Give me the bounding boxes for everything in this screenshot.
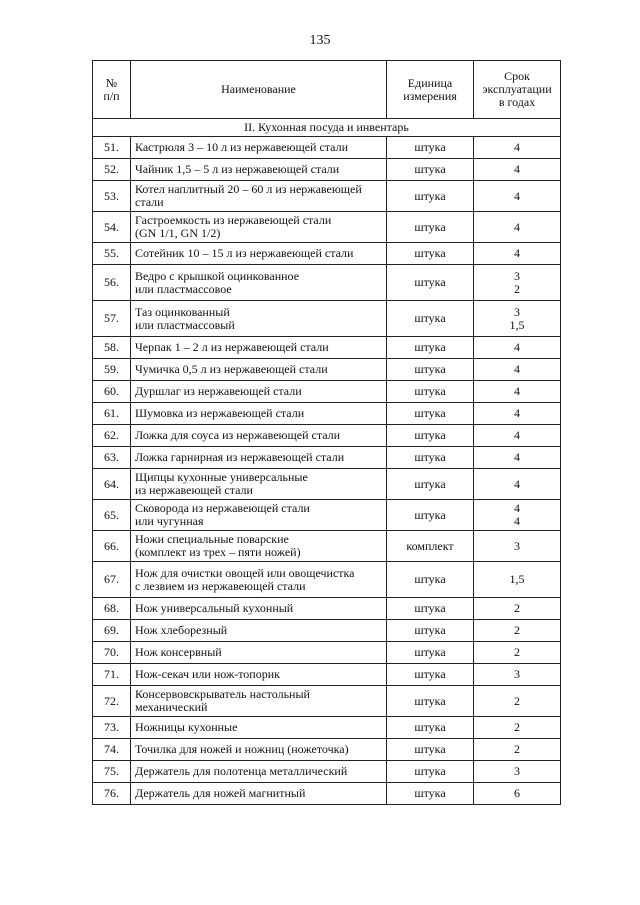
row-name-line: из нержавеющей стали (135, 483, 253, 497)
table-row (93, 425, 561, 447)
row-unit: штука (387, 181, 474, 212)
row-term-line: 1,5 (509, 317, 525, 332)
row-term-line: 3 (514, 764, 520, 778)
row-term-line: 4 (514, 340, 520, 354)
row-term-line: 4 (514, 384, 520, 398)
row-number: 53. (93, 181, 131, 212)
row-name-line: Ножи специальные поварские (135, 532, 289, 546)
row-name (131, 381, 387, 403)
row-term-line: 2 (514, 601, 520, 615)
row-term-line: 3 (514, 538, 520, 553)
row-term (474, 739, 561, 761)
row-term (474, 620, 561, 642)
table-row (93, 783, 561, 805)
row-term (474, 301, 561, 337)
table-row (93, 469, 561, 500)
table-row (93, 381, 561, 403)
row-term (474, 447, 561, 469)
row-term-line: 3 (514, 268, 520, 283)
row-name-line: Нож консервный (135, 645, 222, 659)
row-number: 64. (93, 469, 131, 500)
row-name (131, 686, 387, 717)
row-term-line: 3 (514, 667, 520, 681)
header-num-line: № (105, 75, 118, 90)
header-term (474, 61, 561, 119)
table-row (93, 598, 561, 620)
row-number: 62. (93, 425, 131, 447)
row-name-line: Сотейник 10 – 15 л из нержавеющей стали (135, 246, 354, 260)
row-number: 67. (93, 562, 131, 598)
row-term (474, 359, 561, 381)
row-name-line: или пластмассовое (135, 281, 232, 296)
row-name (131, 137, 387, 159)
row-name-line: Нож для очистки овощей или овощечистка (135, 565, 355, 580)
row-unit: штука (387, 739, 474, 761)
row-unit: штука (387, 642, 474, 664)
table-row (93, 301, 561, 337)
row-name-line: Точилка для ножей и ножниц (ножеточка) (135, 742, 349, 756)
row-name (131, 301, 387, 337)
row-unit: штука (387, 783, 474, 805)
row-term-line: 6 (514, 786, 520, 800)
row-term-line: 4 (514, 406, 520, 420)
row-name (131, 761, 387, 783)
row-name (131, 500, 387, 531)
row-term (474, 761, 561, 783)
row-unit: штука (387, 212, 474, 243)
equipment-table (92, 60, 561, 805)
row-number: 66. (93, 531, 131, 562)
row-unit: штука (387, 403, 474, 425)
row-unit: штука (387, 425, 474, 447)
row-term-line: 4 (514, 188, 520, 203)
table-row (93, 664, 561, 686)
row-number: 73. (93, 717, 131, 739)
row-term (474, 243, 561, 265)
row-term-line: 4 (514, 162, 520, 176)
header-term-line: Срок (504, 69, 530, 83)
table-row (93, 761, 561, 783)
table-row (93, 337, 561, 359)
table-row (93, 159, 561, 181)
row-unit: штука (387, 620, 474, 642)
header-unit-line: измерения (403, 88, 457, 103)
row-number: 75. (93, 761, 131, 783)
row-number: 60. (93, 381, 131, 403)
table-row (93, 403, 561, 425)
row-term (474, 265, 561, 301)
row-unit: штука (387, 265, 474, 301)
row-name-line: Щипцы кухонные универсальные (135, 470, 308, 484)
row-number: 61. (93, 403, 131, 425)
row-term-line: 2 (514, 281, 520, 296)
row-name-line: Ведро с крышкой оцинкованное (135, 268, 300, 283)
row-term (474, 159, 561, 181)
row-term (474, 642, 561, 664)
row-number: 55. (93, 243, 131, 265)
row-name-line: Держатель для ножей магнитный (135, 786, 306, 800)
table-row (93, 531, 561, 562)
row-term-line: 4 (514, 450, 520, 464)
row-unit: штука (387, 337, 474, 359)
row-unit: комплект (387, 531, 474, 562)
row-term-line: 3 (514, 304, 520, 319)
row-name-line: Ложка для соуса из нержавеющей стали (135, 428, 341, 442)
row-number: 65. (93, 500, 131, 531)
page-number: 135 (309, 33, 331, 48)
row-number: 51. (93, 137, 131, 159)
row-name-line: или пластмассовый (135, 317, 235, 332)
row-name-line: Таз оцинкованный (135, 304, 230, 319)
row-term-line: 4 (514, 476, 520, 491)
row-unit: штука (387, 664, 474, 686)
table-row (93, 717, 561, 739)
header-unit-line: Единица (407, 75, 453, 90)
row-term (474, 686, 561, 717)
row-number: 52. (93, 159, 131, 181)
row-name-line: Сковорода из нержавеющей стали (135, 501, 310, 515)
row-term-line: 2 (514, 645, 520, 659)
row-number: 76. (93, 783, 131, 805)
row-unit: штука (387, 159, 474, 181)
row-name (131, 783, 387, 805)
row-name (131, 531, 387, 562)
row-name-line: Ложка гарнирная из нержавеющей стали (135, 450, 345, 464)
row-name (131, 598, 387, 620)
table-row (93, 359, 561, 381)
row-name-line: стали (135, 195, 164, 209)
row-term-line: 4 (514, 140, 520, 154)
row-name (131, 642, 387, 664)
row-term-line: 2 (514, 693, 520, 708)
row-name-line: Нож-секач или нож-топорик (135, 667, 280, 681)
section-row (93, 119, 561, 137)
row-term (474, 598, 561, 620)
row-term-line: 4 (514, 428, 520, 442)
row-number: 56. (93, 265, 131, 301)
row-name-line: Нож универсальный кухонный (135, 601, 294, 615)
table-row (93, 562, 561, 598)
row-unit: штука (387, 717, 474, 739)
row-name-line: или чугунная (135, 514, 204, 528)
row-term (474, 381, 561, 403)
row-unit: штука (387, 447, 474, 469)
row-name-line: Котел наплитный 20 – 60 л из нержавеющей (135, 182, 362, 196)
row-term-line: 4 (514, 501, 520, 515)
row-unit: штука (387, 761, 474, 783)
table-row (93, 500, 561, 531)
row-term (474, 212, 561, 243)
row-name-line: Дуршлаг из нержавеющей стали (135, 384, 302, 398)
table-row (93, 181, 561, 212)
table-row (93, 686, 561, 717)
row-name (131, 181, 387, 212)
row-name-line: Держатель для полотенца металлический (135, 764, 348, 778)
row-name (131, 265, 387, 301)
table-row (93, 642, 561, 664)
row-number: 54. (93, 212, 131, 243)
table-row (93, 739, 561, 761)
row-unit: штука (387, 562, 474, 598)
row-name-line: Консервовскрыватель настольный (135, 687, 310, 701)
row-term-line: 4 (514, 362, 520, 376)
row-term (474, 783, 561, 805)
row-unit: штука (387, 500, 474, 531)
row-term (474, 531, 561, 562)
section-title: II. Кухонная посуда и инвентарь (93, 119, 561, 137)
row-name (131, 664, 387, 686)
row-name (131, 739, 387, 761)
row-name (131, 447, 387, 469)
row-number: 71. (93, 664, 131, 686)
row-number: 74. (93, 739, 131, 761)
row-name (131, 562, 387, 598)
row-term (474, 664, 561, 686)
row-term (474, 562, 561, 598)
row-name-line: Чумичка 0,5 л из нержавеющей стали (135, 362, 328, 376)
row-number: 58. (93, 337, 131, 359)
table-row (93, 265, 561, 301)
row-name-line: (комплект из трех – пяти ножей) (135, 545, 301, 559)
row-name-line: Гастроемкость из нержавеющей стали (135, 213, 332, 227)
row-term (474, 337, 561, 359)
row-term (474, 181, 561, 212)
row-unit: штука (387, 598, 474, 620)
row-name (131, 359, 387, 381)
row-term (474, 425, 561, 447)
row-name (131, 403, 387, 425)
row-name (131, 620, 387, 642)
header-unit (387, 61, 474, 119)
row-unit: штука (387, 381, 474, 403)
row-name-line: Черпак 1 – 2 л из нержавеющей стали (135, 340, 329, 354)
row-name-line: с лезвием из нержавеющей стали (135, 578, 306, 593)
header-term-line: эксплуатации (482, 82, 552, 96)
row-unit: штука (387, 359, 474, 381)
table-row (93, 447, 561, 469)
row-unit: штука (387, 137, 474, 159)
row-number: 59. (93, 359, 131, 381)
row-unit: штука (387, 243, 474, 265)
row-name-line: Кастрюля 3 – 10 л из нержавеющей стали (135, 140, 349, 154)
row-name (131, 159, 387, 181)
row-unit: штука (387, 469, 474, 500)
row-name-line: Ножницы кухонные (135, 720, 238, 734)
row-term-line: 4 (514, 219, 520, 234)
row-number: 72. (93, 686, 131, 717)
row-term (474, 500, 561, 531)
row-number: 63. (93, 447, 131, 469)
row-term-line: 2 (514, 742, 520, 756)
row-term (474, 137, 561, 159)
table-row (93, 620, 561, 642)
row-number: 69. (93, 620, 131, 642)
row-term-line: 1,5 (509, 572, 525, 586)
row-name-line: Шумовка из нержавеющей стали (135, 406, 305, 420)
row-name-line: (GN 1/1, GN 1/2) (135, 226, 221, 240)
row-name (131, 243, 387, 265)
table-row (93, 243, 561, 265)
header-num-line: п/п (103, 88, 120, 103)
table-row (93, 212, 561, 243)
row-unit: штука (387, 686, 474, 717)
row-name-line: Нож хлеборезный (135, 623, 228, 637)
header-term-line: в годах (498, 95, 536, 109)
row-name (131, 337, 387, 359)
row-term (474, 403, 561, 425)
row-number: 68. (93, 598, 131, 620)
row-term-line: 4 (514, 246, 520, 260)
row-name (131, 469, 387, 500)
table-row (93, 137, 561, 159)
row-term (474, 469, 561, 500)
row-unit: штука (387, 301, 474, 337)
row-number: 57. (93, 301, 131, 337)
row-term (474, 717, 561, 739)
row-name (131, 212, 387, 243)
row-number: 70. (93, 642, 131, 664)
header-num (93, 61, 131, 119)
row-term-line: 2 (514, 720, 520, 734)
row-name (131, 717, 387, 739)
row-name-line: механический (135, 700, 208, 714)
row-term-line: 4 (514, 514, 520, 528)
table-header-row (93, 61, 561, 119)
row-term-line: 2 (514, 623, 520, 637)
row-name (131, 425, 387, 447)
row-name-line: Чайник 1,5 – 5 л из нержавеющей стали (135, 162, 340, 176)
header-name: Наименование (131, 61, 387, 119)
